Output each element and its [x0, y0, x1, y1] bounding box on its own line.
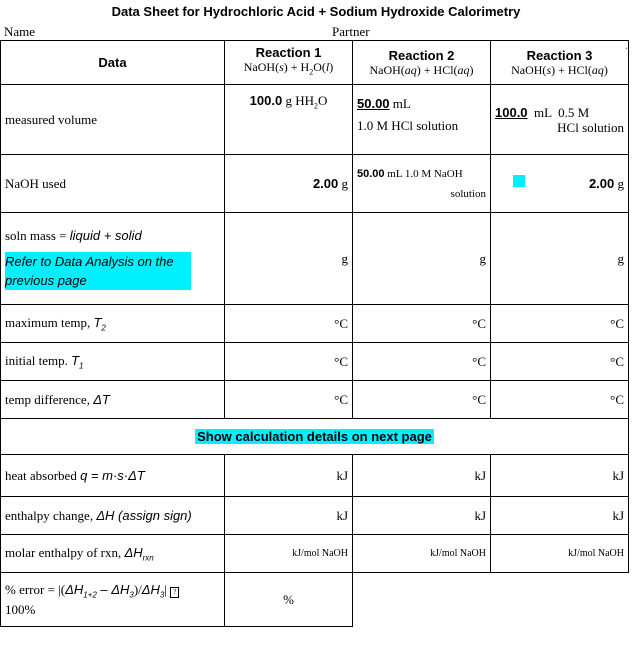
r1-soln-mass: g — [225, 213, 353, 305]
r3-naoh: 2.00 g — [491, 155, 629, 213]
row-label: heat absorbed q = m·s·ΔT — [1, 455, 225, 497]
r2-soln-mass: g — [353, 213, 491, 305]
r2-initial-temp: °C — [353, 343, 491, 381]
reaction-3-title: Reaction 3 — [526, 48, 593, 63]
row-label: maximum temp, $T_2$ — [1, 305, 225, 343]
percent-error-label: % error = $|(\Delta H_{1+2} - \Delta H_3)/\Delta H_3|$ ? 100% — [1, 573, 225, 627]
row-calc-note — [1, 419, 629, 455]
r3-enthalpy: kJ — [491, 497, 629, 535]
reaction-1-equation: NaOH(s) + $H_2O(l)$ — [243, 60, 334, 77]
r2-volume: 50.00 mL 1.0 M HCl solution — [353, 85, 491, 155]
soln-mass-label: soln mass = liquid + solid Refer to Data Analysis on the previous page — [1, 213, 225, 305]
r3-molar: kJ/mol NaOH — [491, 535, 629, 573]
row-molar-enthalpy — [1, 535, 629, 573]
row-measured-volume — [1, 85, 629, 155]
reaction-3-header — [491, 41, 629, 85]
row-soln-mass — [1, 213, 629, 305]
name-label: Name — [4, 24, 36, 39]
partner-label: Partner — [332, 24, 370, 39]
unknown-glyph-icon: ? — [170, 587, 179, 598]
reaction-1-header — [225, 41, 353, 85]
row-enthalpy-change — [1, 497, 629, 535]
r3-max-temp: °C — [491, 305, 629, 343]
reaction-1-title: Reaction 1 — [255, 45, 322, 61]
r2-enthalpy: kJ — [353, 497, 491, 535]
r1-molar: kJ/mol NaOH — [225, 535, 353, 573]
row-heat-absorbed — [1, 455, 629, 497]
row-temp-difference — [1, 381, 629, 419]
empty-cell — [353, 573, 629, 627]
row-label: enthalpy change, ΔH (assign sign) — [1, 497, 225, 535]
r1-max-temp: °C — [225, 305, 353, 343]
row-label: temp difference, ΔT — [1, 381, 225, 419]
calc-note: Show calculation details on next page — [197, 428, 432, 444]
margin-mark: . — [625, 38, 628, 52]
r2-heat: kJ — [353, 455, 491, 497]
r1-temp-difference: °C — [225, 381, 353, 419]
r1-heat: kJ — [225, 455, 353, 497]
highlight-marker — [513, 175, 525, 187]
data-table — [0, 40, 629, 627]
reaction-2-header — [353, 41, 491, 85]
row-label: initial temp. $T_1$ — [1, 343, 225, 381]
row-label: NaOH used — [1, 155, 225, 213]
r3-temp-difference: °C — [491, 381, 629, 419]
r1-volume: 100.0 g $HH_2O$ — [225, 85, 353, 155]
r1-naoh: 2.00 g — [225, 155, 353, 213]
percent-error-value: % — [225, 573, 353, 627]
page-title: Data Sheet for Hydrochloric Acid + Sodium Hydroxide Calorimetry — [111, 4, 521, 19]
r3-soln-mass: g — [491, 213, 629, 305]
r2-temp-difference: °C — [353, 381, 491, 419]
row-label: measured volume — [1, 85, 225, 155]
r1-initial-temp: °C — [225, 343, 353, 381]
r2-molar: kJ/mol NaOH — [353, 535, 491, 573]
row-initial-temp — [1, 343, 629, 381]
row-percent-error — [1, 573, 629, 627]
calc-note-cell — [1, 419, 629, 455]
r3-volume: 100.0 mL 0.5 M HCl solution — [491, 85, 629, 155]
reaction-2-title: Reaction 2 — [388, 48, 455, 63]
r1-enthalpy: kJ — [225, 497, 353, 535]
soln-mass-note: Refer to Data Analysis on the previous page — [5, 252, 191, 290]
r3-initial-temp: °C — [491, 343, 629, 381]
r3-heat: kJ — [491, 455, 629, 497]
r2-naoh: 50.00 mL 1.0 M NaOH solution — [353, 155, 491, 213]
header-row — [1, 41, 629, 85]
r2-max-temp: °C — [353, 305, 491, 343]
row-max-temp — [1, 305, 629, 343]
row-label: molar enthalpy of rxn, $\Delta H_{rxn}$ — [1, 535, 225, 573]
reaction-3-equation: NaOH(s) + HCl(aq) — [511, 63, 608, 77]
reaction-2-equation: NaOH(aq) + HCl(aq) — [369, 63, 474, 77]
data-header: Data — [1, 41, 225, 85]
row-naoh-used — [1, 155, 629, 213]
